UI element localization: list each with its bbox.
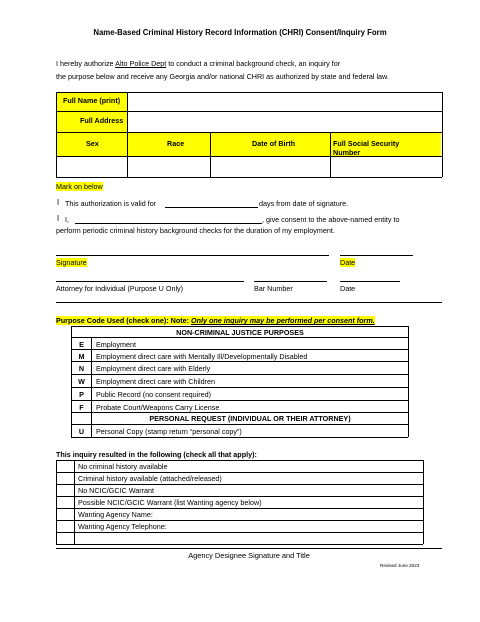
consent-name-blank[interactable]	[75, 223, 262, 224]
results-heading: This inquiry resulted in the following (check all that apply):	[56, 450, 257, 459]
dob-field[interactable]	[211, 157, 330, 177]
ssn-label-line-1: Full Social Security	[333, 139, 400, 148]
intro-suffix: to conduct a criminal background check, an inquiry for	[168, 59, 341, 68]
purpose-desc: Employment	[96, 340, 136, 349]
intro-line-1	[56, 59, 340, 68]
bar-number-line[interactable]	[254, 281, 327, 282]
signature-line[interactable]	[56, 255, 329, 256]
attorney-date-label: Date	[340, 284, 356, 293]
result-checkbox[interactable]	[57, 521, 74, 532]
purpose-code[interactable]: N	[78, 364, 85, 373]
attorney-label: Attorney for Individual (Purpose U Only)	[56, 284, 184, 293]
noncriminal-header: NON-CRIMINAL JUSTICE PURPOSES	[176, 328, 304, 337]
consent-line-2: perform periodic criminal history background checks for the duration of my employment.	[56, 226, 335, 235]
bar-number-label: Bar Number	[254, 284, 293, 293]
personal-header: PERSONAL REQUEST (INDIVIDUAL OR THEIR ATTORNEY)	[149, 414, 351, 423]
purpose-code[interactable]: P	[79, 390, 84, 399]
dob-label: Date of Birth	[252, 139, 296, 148]
result-item: No NCIC/GCIC Warrant	[78, 486, 155, 495]
purpose-desc: Employment direct care with Mentally Ill/Developmentally Disabled	[96, 352, 308, 361]
result-item: Possible NCIC/GCIC Warrant (list Wanting agency below)	[78, 498, 262, 507]
purpose-code[interactable]: W	[78, 377, 85, 386]
signature-label: Signature	[56, 258, 87, 267]
consent-checkbox[interactable]: Ϊ	[57, 214, 60, 223]
purpose-desc: Probate Court/Weapons Carry License	[96, 403, 220, 412]
result-item: Criminal history available (attached/released)	[78, 474, 222, 483]
purpose-code[interactable]: U	[78, 427, 85, 436]
race-label: Race	[167, 139, 185, 148]
authorization-suffix: days from date of signature.	[259, 199, 349, 208]
full-address-field[interactable]	[128, 112, 441, 132]
consent-suffix: , give consent to the above-named entity to	[262, 215, 400, 224]
purpose-heading-prefix: Purpose Code Used (check one): Note:	[56, 316, 191, 325]
result-checkbox[interactable]	[57, 509, 74, 520]
sex-field[interactable]	[57, 157, 127, 177]
consent-prefix: I,	[65, 215, 69, 224]
result-checkbox[interactable]	[57, 485, 74, 496]
mark-on-below-label: Mark on below	[56, 182, 103, 191]
result-checkbox[interactable]	[57, 497, 74, 508]
purpose-code[interactable]: M	[78, 352, 85, 361]
date-label: Date	[340, 258, 356, 267]
wanting-agency-name-label: Wanting Agency Name:	[78, 510, 153, 519]
purpose-desc: Employment direct care with Children	[96, 377, 216, 386]
authorization-prefix: This authorization is valid for	[65, 199, 157, 208]
intro-prefix: I hereby authorize	[56, 59, 114, 68]
intro-line-2: the purpose below and receive any Georgia and/or national CHRI as authorized by state and federal law.	[56, 72, 389, 81]
form-title: Name-Based Criminal History Record Information (CHRI) Consent/Inquiry Form	[93, 28, 387, 37]
date-line[interactable]	[340, 255, 413, 256]
designee-signature-line[interactable]	[56, 548, 442, 549]
purpose-code[interactable]: E	[79, 340, 84, 349]
purpose-desc: Personal Copy (stamp return “personal copy”)	[96, 427, 242, 436]
result-item: No criminal history available	[78, 462, 168, 471]
full-name-field[interactable]	[128, 93, 441, 111]
wanting-agency-telephone-label: Wanting Agency Telephone:	[78, 522, 167, 531]
ssn-label-line-2: Number	[333, 148, 361, 157]
race-field[interactable]	[128, 157, 210, 177]
designee-label: Agency Designee Signature and Title	[188, 551, 310, 560]
purpose-heading	[56, 316, 375, 325]
revised-date: Revised June 2023	[380, 563, 420, 568]
authorized-agency: Alto Police Dept	[115, 59, 167, 68]
purpose-desc: Employment direct care with Elderly	[96, 364, 211, 373]
result-checkbox[interactable]	[57, 473, 74, 484]
section-divider	[56, 302, 442, 303]
purpose-code[interactable]: F	[79, 403, 84, 412]
full-address-label: Full Address	[80, 116, 124, 125]
attorney-line[interactable]	[56, 281, 244, 282]
result-checkbox[interactable]	[57, 461, 74, 472]
purpose-desc: Public Record (no consent required)	[96, 390, 212, 399]
authorization-days-blank[interactable]	[165, 207, 258, 208]
attorney-date-line[interactable]	[340, 281, 400, 282]
purpose-heading-emphasis: Only one inquiry may be performed per consent form.	[191, 316, 375, 325]
authorization-checkbox[interactable]: Ϊ	[57, 198, 60, 207]
full-name-label: Full Name (print)	[63, 96, 121, 105]
sex-label: Sex	[86, 139, 99, 148]
ssn-field[interactable]	[331, 157, 441, 177]
